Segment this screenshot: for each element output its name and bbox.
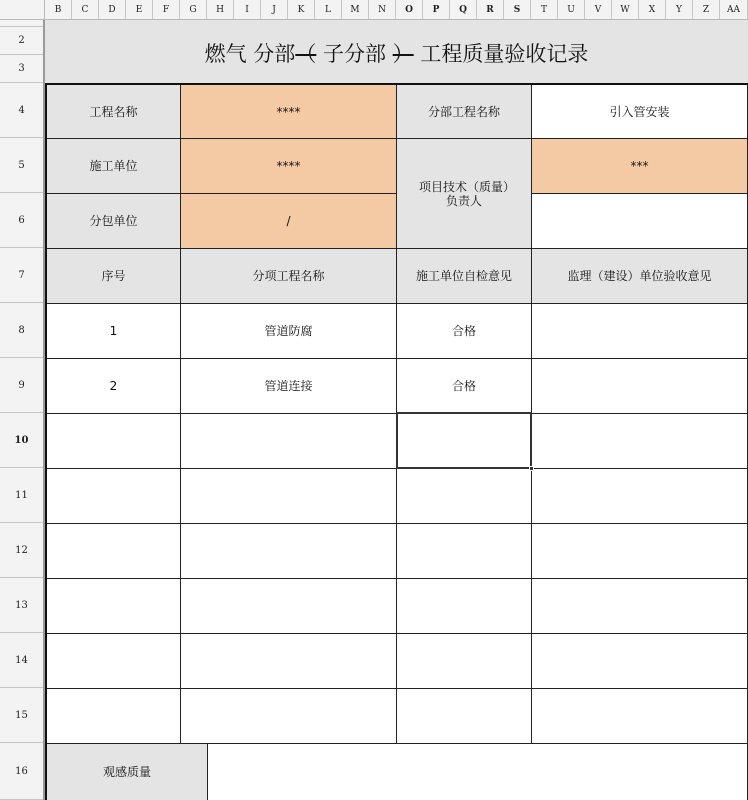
construction-unit-value[interactable]: **** [181, 139, 397, 194]
row-header-6[interactable]: 6 [0, 193, 43, 248]
table-row-7-seq[interactable] [47, 634, 181, 689]
table-row-5-supervision[interactable] [532, 524, 748, 579]
column-header-AA[interactable]: AA [720, 0, 748, 19]
appearance-quality-label[interactable]: 观感质量 [47, 744, 208, 800]
column-header-V[interactable]: V [585, 0, 612, 19]
table-row-6-self-check[interactable] [397, 579, 532, 634]
row-header-1[interactable] [0, 20, 43, 27]
column-header-J[interactable]: J [261, 0, 288, 19]
table-row-8-supervision[interactable] [532, 689, 748, 744]
subcontractor-label[interactable]: 分包单位 [47, 194, 181, 249]
sub-project-label[interactable]: 分部工程名称 [397, 85, 532, 139]
column-header-L[interactable]: L [315, 0, 342, 19]
header-seq[interactable]: 序号 [47, 249, 181, 304]
fill-handle[interactable] [529, 466, 534, 471]
column-header-H[interactable]: H [207, 0, 234, 19]
sheet-corner[interactable] [0, 0, 45, 20]
table-row-5-self-check[interactable] [397, 524, 532, 579]
column-header-M[interactable]: M [342, 0, 369, 19]
title-part-1: 燃气 分部 [204, 42, 296, 66]
project-name-label[interactable]: 工程名称 [47, 85, 181, 139]
column-header-X[interactable]: X [639, 0, 666, 19]
table-row-6-item[interactable] [181, 579, 397, 634]
column-header-K[interactable]: K [288, 0, 315, 19]
table-row-2-item[interactable]: 管道连接 [181, 359, 397, 414]
table-row-5-seq[interactable] [47, 524, 181, 579]
row-header-11[interactable]: 11 [0, 468, 43, 523]
table-row-5-item[interactable] [181, 524, 397, 579]
table-row-2-seq[interactable]: 2 [47, 359, 181, 414]
column-header-Q[interactable]: Q [450, 0, 477, 19]
table-row-4-seq[interactable] [47, 469, 181, 524]
column-header-G[interactable]: G [180, 0, 207, 19]
column-header-S[interactable]: S [504, 0, 531, 19]
sub-project-value[interactable]: 引入管安装 [532, 85, 748, 139]
table-row-7-item[interactable] [181, 634, 397, 689]
row-header-14[interactable]: 14 [0, 633, 43, 688]
column-header-B[interactable]: B [45, 0, 72, 19]
table-row-7-self-check[interactable] [397, 634, 532, 689]
table-row-6-supervision[interactable] [532, 579, 748, 634]
table-row-6-seq[interactable] [47, 579, 181, 634]
table-row-4-supervision[interactable] [532, 469, 748, 524]
table-row-3-seq[interactable] [47, 414, 181, 469]
table-row-1-seq[interactable]: 1 [47, 304, 181, 359]
table-row-1-supervision[interactable] [532, 304, 748, 359]
active-cell-selection [396, 412, 532, 469]
column-header-R[interactable]: R [477, 0, 504, 19]
table-row-4-item[interactable] [181, 469, 397, 524]
project-name-value[interactable]: **** [181, 85, 397, 139]
row-header-9[interactable]: 9 [0, 358, 43, 413]
row-header-12[interactable]: 12 [0, 523, 43, 578]
column-header-N[interactable]: N [369, 0, 396, 19]
table-row-1-self-check[interactable]: 合格 [397, 304, 532, 359]
header-self-check[interactable]: 施工单位自检意见 [397, 249, 532, 304]
title-part-2: 子分部 [316, 42, 393, 66]
construction-unit-label[interactable]: 施工单位 [47, 139, 181, 194]
column-header-Y[interactable]: Y [666, 0, 693, 19]
row-header-7[interactable]: 7 [0, 248, 43, 303]
row-header-10[interactable]: 10 [0, 413, 43, 468]
row-header-13[interactable]: 13 [0, 578, 43, 633]
column-header-O[interactable]: O [396, 0, 423, 19]
header-supervision[interactable]: 监理（建设）单位验收意见 [532, 249, 748, 304]
table-row-2-self-check[interactable]: 合格 [397, 359, 532, 414]
table-row-3-supervision[interactable] [532, 414, 748, 469]
column-header-E[interactable]: E [126, 0, 153, 19]
column-header-F[interactable]: F [153, 0, 180, 19]
table-row-1-item[interactable]: 管道防腐 [181, 304, 397, 359]
table-row-3-item[interactable] [181, 414, 397, 469]
column-header-bar [45, 0, 748, 20]
tech-lead-value[interactable]: *** [532, 139, 748, 194]
row-header-bar [0, 20, 45, 800]
table-row-8-seq[interactable] [47, 689, 181, 744]
row-header-16[interactable]: 16 [0, 743, 43, 800]
subcontractor-value[interactable]: / [181, 194, 397, 249]
column-header-T[interactable]: T [531, 0, 558, 19]
column-header-U[interactable]: U [558, 0, 585, 19]
column-header-W[interactable]: W [612, 0, 639, 19]
row-header-4[interactable]: 4 [0, 83, 43, 138]
column-header-P[interactable]: P [423, 0, 450, 19]
form-title[interactable] [45, 37, 748, 71]
tech-lead-value-2[interactable] [532, 194, 748, 249]
row-header-15[interactable]: 15 [0, 688, 43, 743]
table-row-4-self-check[interactable] [397, 469, 532, 524]
column-header-D[interactable]: D [99, 0, 126, 19]
title-part-3: 工程质量验收记录 [413, 42, 589, 66]
column-header-I[interactable]: I [234, 0, 261, 19]
table-row-8-self-check[interactable] [397, 689, 532, 744]
row-header-2[interactable]: 2 [0, 27, 43, 55]
table-row-2-supervision[interactable] [532, 359, 748, 414]
appearance-quality-value[interactable] [208, 744, 748, 800]
tech-lead-label[interactable]: 项目技术（质量）负责人 [397, 139, 532, 249]
column-header-C[interactable]: C [72, 0, 99, 19]
row-header-3[interactable]: 3 [0, 55, 43, 83]
table-row-7-supervision[interactable] [532, 634, 748, 689]
column-header-Z[interactable]: Z [693, 0, 720, 19]
table-row-8-item[interactable] [181, 689, 397, 744]
title-strike-2: ） [392, 42, 414, 66]
title-strike-1: （ [295, 42, 317, 66]
header-item-name[interactable]: 分项工程名称 [181, 249, 397, 304]
row-header-8[interactable]: 8 [0, 303, 43, 358]
row-header-5[interactable]: 5 [0, 138, 43, 193]
